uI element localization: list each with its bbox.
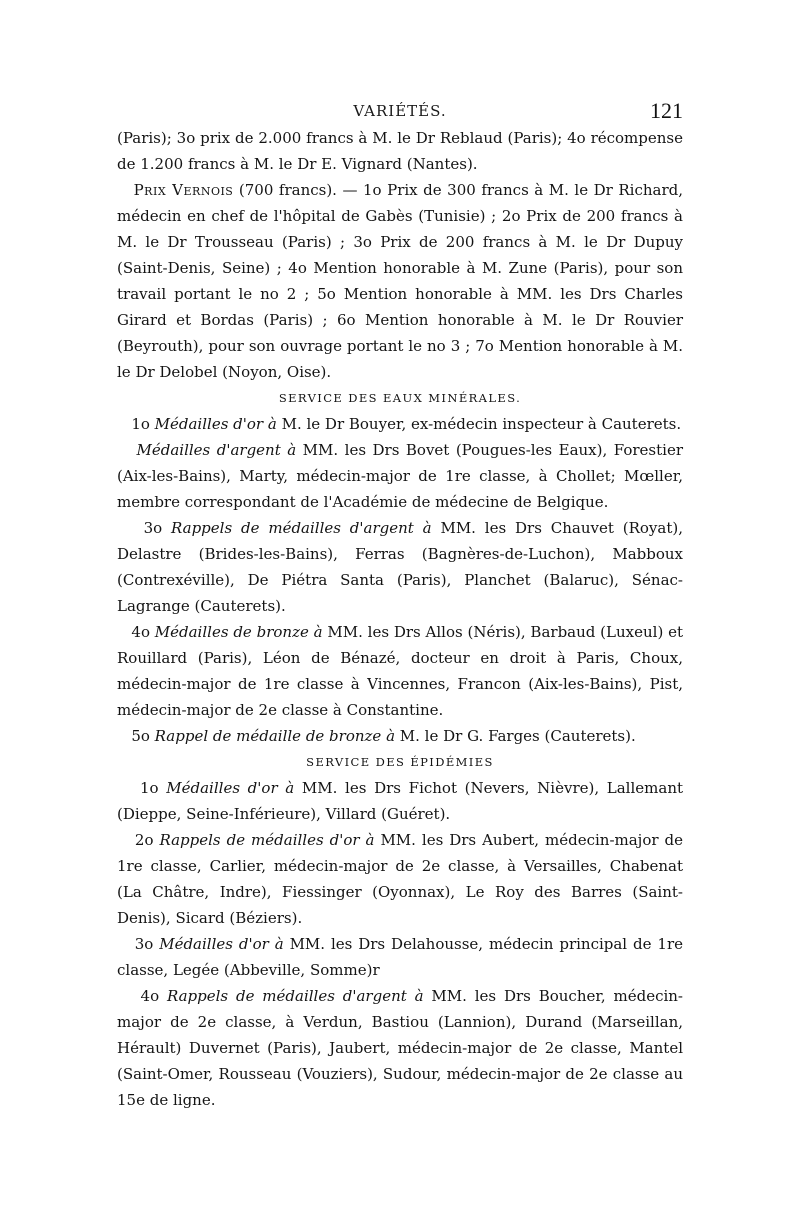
award-label: Rappels de médailles d'or à	[159, 831, 375, 849]
award-label: Médailles d'or à	[159, 935, 284, 953]
prize-name: Prix Vernois	[133, 181, 234, 199]
paragraph-prize-continuation: (Paris); 3o prix de 2.000 francs à M. le Dr Reblaud (Paris); 4o récompense de 1.200 francs à M. le Dr E. Vignard (Nantes).	[117, 129, 683, 173]
paragraph-epid-rappels-argent: 4o Rappels de médailles d'argent à MM. les Drs Boucher, médecin-major de 2e classe, à Verdun, Bastiou (Lannion), Durand (Marseillan, Hérault) Duvernet (Paris), Jaubert, médecin-major de 2e classe, Mantel (Saint-Omer, Rousseau (Vouziers), Sudour, médecin-major de 2e classe au 15e de ligne.	[117, 987, 683, 1109]
award-label: Rappels de médailles d'argent à	[171, 519, 432, 537]
running-head	[117, 98, 683, 126]
award-label: Médailles d'or à	[166, 779, 295, 797]
paragraph-epid-medailles-or-2: 3o Médailles d'or à MM. les Drs Delahousse, médecin principal de 1re classe, Legée (Abbeville, Somme)r	[117, 935, 683, 979]
award-label: Rappels de médailles d'argent à	[166, 987, 424, 1005]
award-label: Médailles d'or à	[154, 415, 277, 433]
page-number: 121	[650, 98, 683, 123]
paragraph-prix-vernois: Prix Vernois (700 francs). — 1o Prix de 300 francs à M. le Dr Richard, médecin en chef de l'hôpital de Gabès (Tunisie) ; 2o Prix de 200 francs à M. le Dr Trousseau (Paris) ; 3o Prix de 200 francs à M. le Dr Dupuy (Saint-Denis, Seine) ; 4o Mention honorable à M. Zune (Paris), pour son travail portant le no 2 ; 5o Mention honorable à MM. les Drs Charles Girard et Bordas (Paris) ; 6o Mention honorable à M. le Dr Rouvier (Beyrouth), pour son ouvrage portant le no 3 ; 7o Mention honorable à M. le Dr Delobel (Noyon, Oise).	[117, 181, 683, 381]
paragraph-medailles-or: 1o Médailles d'or à M. le Dr Bouyer, ex-médecin inspecteur à Cauterets.	[131, 415, 682, 433]
running-title: VARIÉTÉS.	[353, 102, 447, 120]
body-text	[117, 125, 683, 1113]
paragraph-medailles-bronze: 4o Médailles de bronze à MM. les Drs Allos (Néris), Barbaud (Luxeul) et Rouillard (Paris), Léon de Bénazé, docteur en droit à Paris, Choux, médecin-major de 1re classe à Vincennes, Francon (Aix-les-Bains), Pist, médecin-major de 2e classe à Constantine.	[117, 623, 683, 719]
award-label: Médailles de bronze à	[154, 623, 323, 641]
section-heading-eaux-minerales: SERVICE DES EAUX MINÉRALES.	[278, 391, 522, 405]
section-heading-epidemies: SERVICE DES ÉPIDÉMIES	[306, 755, 494, 769]
award-label: Médailles d'argent à	[136, 441, 297, 459]
paragraph-epid-rappels-or: 2o Rappels de médailles d'or à MM. les Drs Aubert, médecin-major de 1re classe, Carlier, médecin-major de 2e classe, à Versailles, Chabenat (La Châtre, Indre), Fiessinger (Oyonnax), Le Roy des Barres (Saint-Denis), Sicard (Béziers).	[117, 831, 683, 927]
paragraph-rappel-bronze: 5o Rappel de médaille de bronze à M. le Dr G. Farges (Cauterets).	[131, 727, 636, 745]
paragraph-medailles-argent: Médailles d'argent à MM. les Drs Bovet (Pougues-les Eaux), Forestier (Aix-les-Bains), Marty, médecin-major de 1re classe, à Chollet; Mœller, membre correspondant de l'Académie de médecine de Belgique.	[117, 441, 683, 511]
award-label: Rappel de médaille de bronze à	[154, 727, 396, 745]
paragraph-epid-medailles-or: 1o Médailles d'or à MM. les Drs Fichot (Nevers, Nièvre), Lallemant (Dieppe, Seine-Inférieure), Villard (Guéret).	[117, 779, 684, 823]
paragraph-rappels-argent: 3o Rappels de médailles d'argent à MM. les Drs Chauvet (Royat), Delastre (Brides-les-Bains), Ferras (Bagnères-de-Luchon), Mabboux (Contrexéville), De Piétra Santa (Paris), Planchet (Balaruc), Sénac-Lagrange (Cauterets).	[117, 519, 683, 615]
